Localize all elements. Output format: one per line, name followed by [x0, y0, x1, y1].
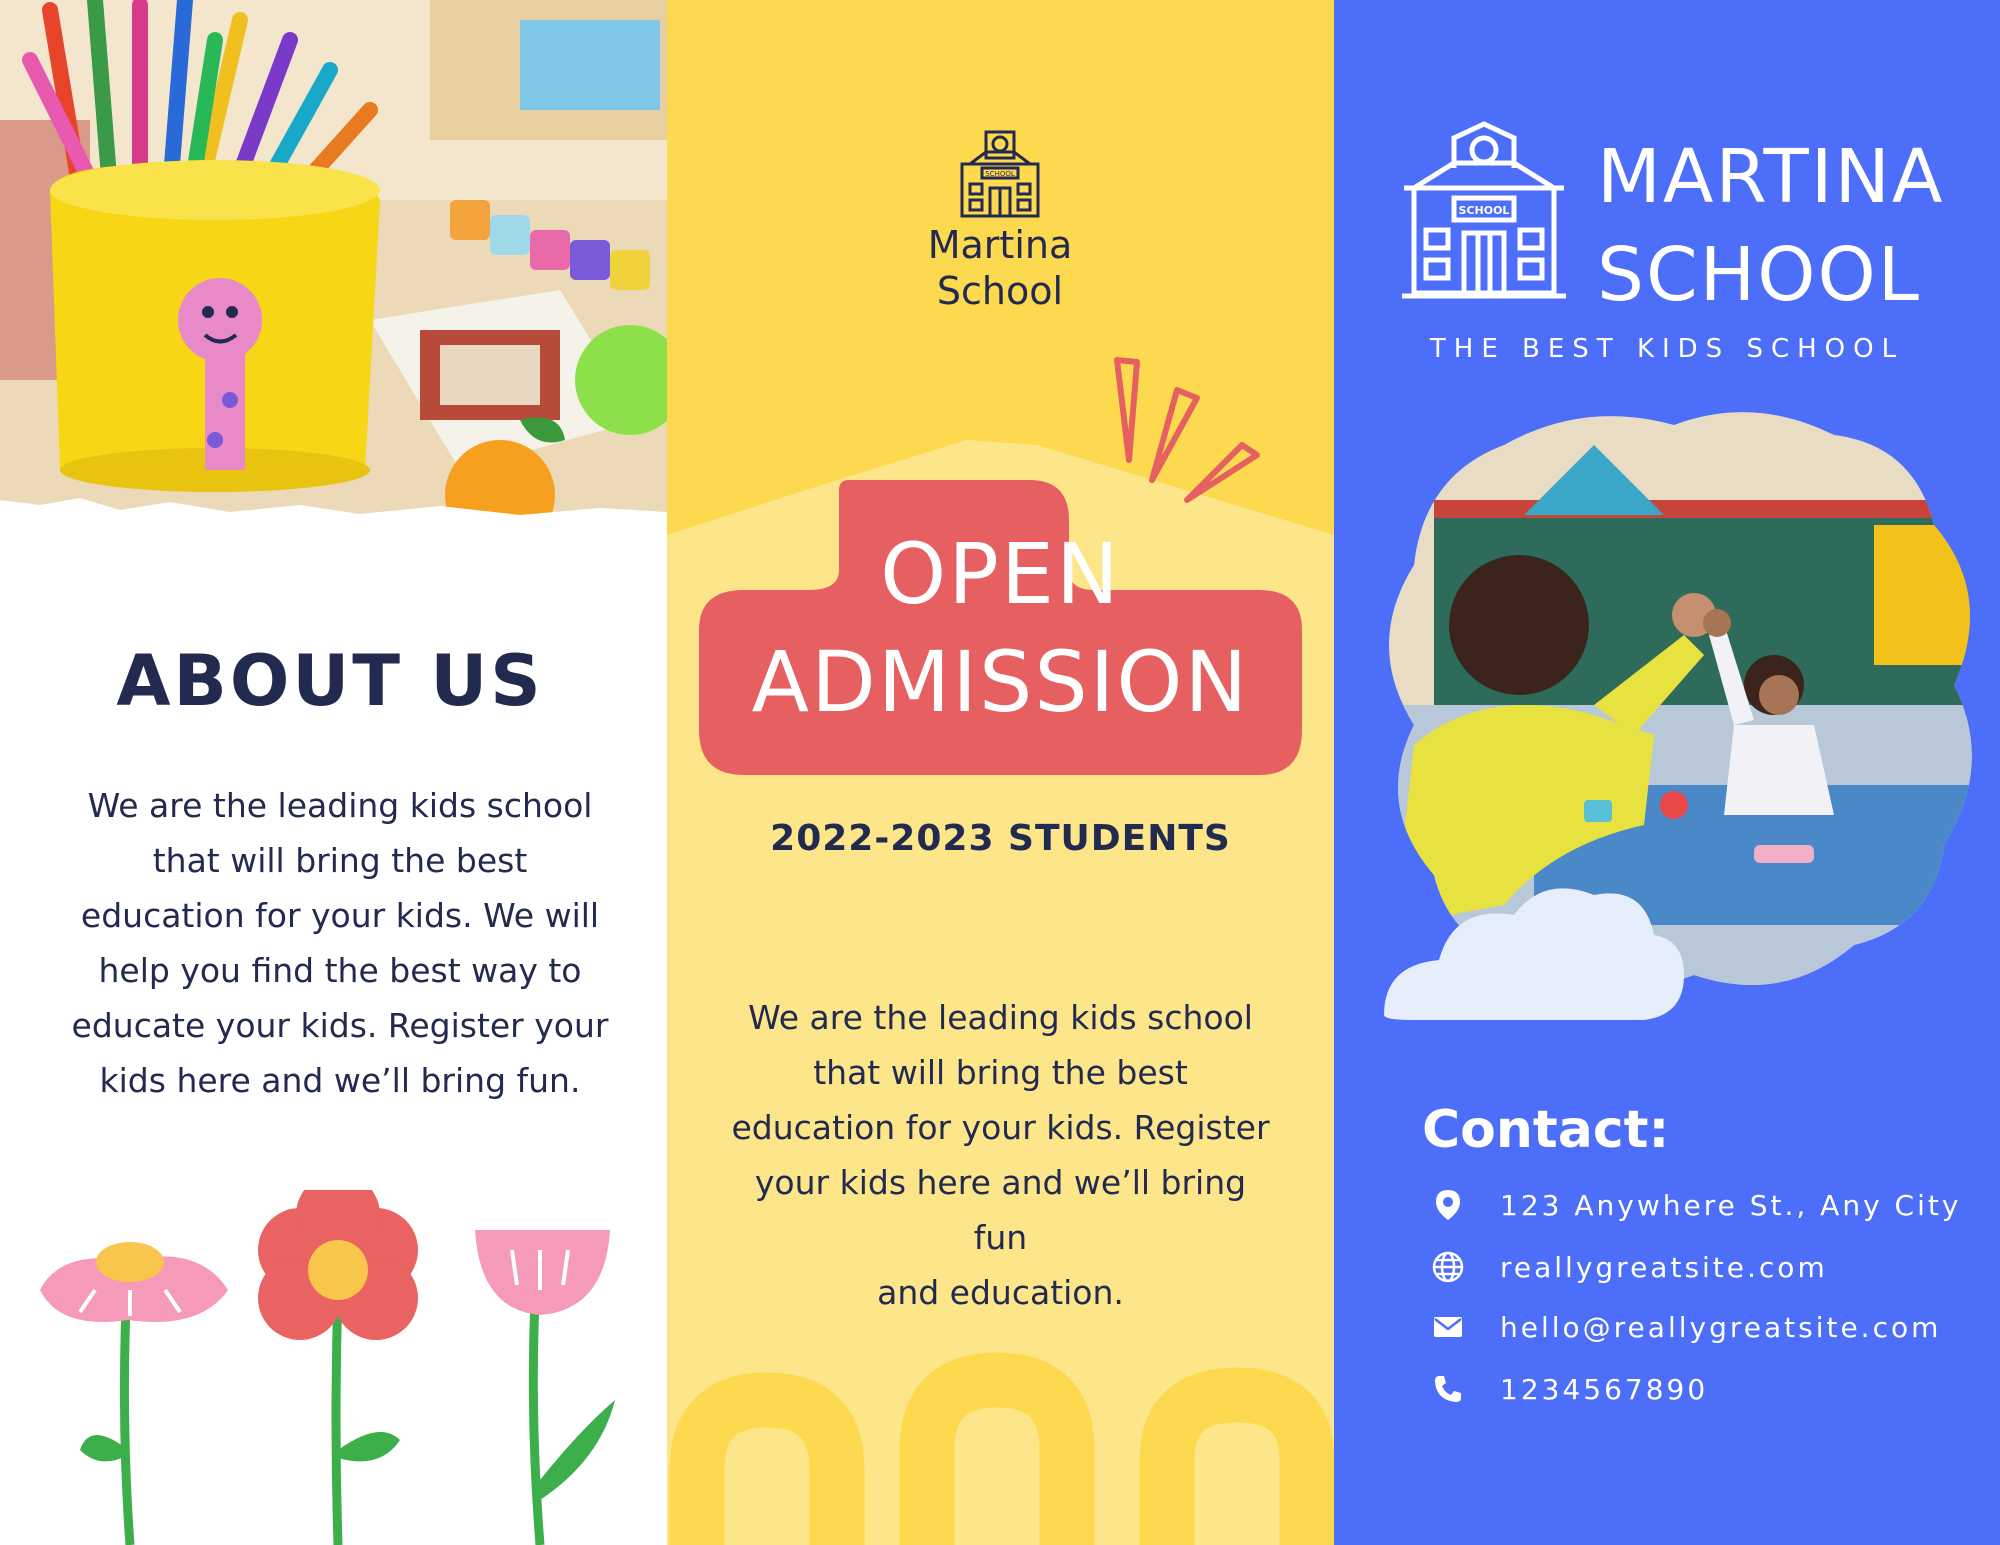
- contact-phone[interactable]: [1430, 1367, 1990, 1411]
- about-us-heading: ABOUT US: [116, 640, 544, 722]
- email-link[interactable]: hello@reallygreatsite.com: [1500, 1310, 1942, 1344]
- art-supplies-photo: [0, 0, 667, 520]
- school-name: [850, 222, 1150, 314]
- middle-line: your kids here and we’ll bring fun: [754, 1163, 1247, 1257]
- school-building-icon: [1394, 118, 1574, 303]
- school-title: [1597, 128, 1977, 324]
- classroom-photo: [1354, 405, 1994, 1065]
- mail-icon: [1430, 1309, 1466, 1345]
- about-us-paragraph: [60, 778, 620, 1108]
- middle-panel: [667, 0, 1334, 1545]
- contact-website[interactable]: [1430, 1245, 1990, 1289]
- about-line: education for your kids. We will: [80, 896, 600, 935]
- website-link[interactable]: reallygreatsite.com: [1500, 1250, 1828, 1284]
- about-line: educate your kids. Register your: [71, 1006, 609, 1045]
- school-title-line: SCHOOL: [1597, 232, 1922, 318]
- school-building-icon: [950, 128, 1050, 220]
- school-name-line: School: [936, 269, 1064, 313]
- address-text: 123 Anywhere St., Any City: [1500, 1188, 1962, 1222]
- phone-icon: [1430, 1371, 1466, 1407]
- headline-line: ADMISSION: [751, 633, 1250, 731]
- right-panel: [1334, 0, 2000, 1545]
- contact-heading: Contact:: [1422, 1100, 1670, 1160]
- globe-icon: [1430, 1249, 1466, 1285]
- headline-line: OPEN: [880, 525, 1121, 623]
- tagline: THE BEST KIDS SCHOOL: [1429, 334, 1905, 364]
- location-pin-icon: [1430, 1187, 1466, 1223]
- about-line: that will bring the best: [152, 841, 528, 880]
- flowers-illustration: [0, 1190, 667, 1545]
- logo-caption: SCHOOL: [1458, 204, 1510, 217]
- contact-address: [1430, 1183, 1990, 1227]
- left-panel: [0, 0, 667, 1545]
- phone-number[interactable]: 1234567890: [1500, 1372, 1709, 1406]
- middle-line: education for your kids. Register: [731, 1108, 1270, 1147]
- middle-line: that will bring the best: [813, 1053, 1188, 1092]
- contact-email[interactable]: [1430, 1305, 1990, 1349]
- school-title-line: MARTINA: [1597, 134, 1945, 220]
- headline: [699, 520, 1302, 736]
- about-line: help you find the best way to: [98, 951, 582, 990]
- school-name-line: Martina: [927, 223, 1073, 267]
- middle-paragraph: [727, 990, 1274, 1320]
- students-year: 2022-2023 STUDENTS: [770, 818, 1231, 859]
- logo-caption: SCHOOL: [985, 170, 1015, 178]
- about-line: kids here and we’ll bring fun.: [99, 1061, 581, 1100]
- about-line: We are the leading kids school: [87, 786, 593, 825]
- middle-line: We are the leading kids school: [748, 998, 1253, 1037]
- middle-line: and education.: [877, 1273, 1124, 1312]
